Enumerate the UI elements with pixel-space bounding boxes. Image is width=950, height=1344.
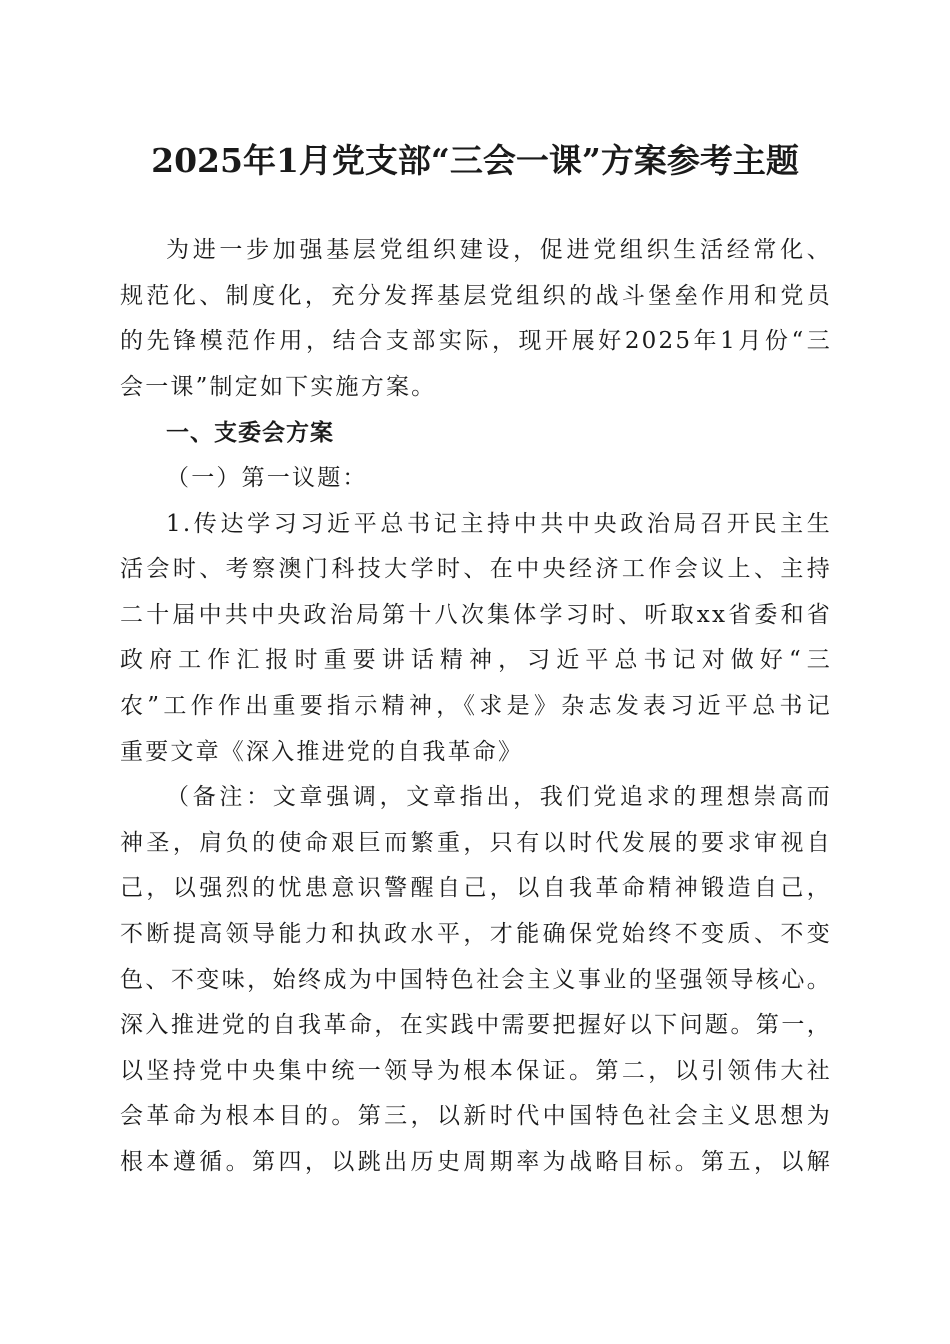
item-line: 二十届中共中央政治局第十八次集体学习时、听取xx省委和省 bbox=[120, 601, 832, 628]
subsection-heading: （一）第一议题： bbox=[166, 464, 368, 491]
item-line: 农”工作作出重要指示精神，《求是》杂志发表习近平总书记 bbox=[120, 692, 832, 719]
document-body bbox=[120, 228, 832, 1185]
intro-line: 会一课”制定如下实施方案。 bbox=[120, 373, 437, 400]
item-line: 活会时、考察澳门科技大学时、在中央经济工作会议上、主持 bbox=[120, 556, 832, 583]
note-line: （备注：文章强调，文章指出，我们党追求的理想崇高而 bbox=[166, 784, 832, 811]
item-line: 1.传达学习习近平总书记主持中共中央政治局召开民主生 bbox=[166, 510, 832, 537]
item-line: 政府工作汇报时重要讲话精神，习近平总书记对做好“三 bbox=[120, 647, 832, 674]
intro-line: 的先锋模范作用，结合支部实际，现开展好2025年1月份“三 bbox=[120, 328, 832, 355]
intro-paragraph bbox=[120, 228, 832, 410]
item-paragraph bbox=[120, 502, 832, 776]
note-line: 会革命为根本目的。第三，以新时代中国特色社会主义思想为 bbox=[120, 1103, 832, 1130]
note-line: 色、不变味，始终成为中国特色社会主义事业的坚强领导核心。 bbox=[120, 966, 832, 993]
document-title: 2025年1月党支部“三会一课”方案参考主题 bbox=[151, 141, 799, 180]
note-line: 神圣，肩负的使命艰巨而繁重，只有以时代发展的要求审视自 bbox=[120, 829, 832, 856]
intro-line: 为进一步加强基层党组织建设，促进党组织生活经常化、 bbox=[166, 237, 832, 263]
intro-line: 规范化、制度化，充分发挥基层党组织的战斗堡垒作用和党员 bbox=[120, 282, 832, 309]
note-line: 己，以强烈的忧患意识警醒自己，以自我革命精神锻造自己， bbox=[120, 875, 832, 902]
note-line: 以坚持党中央集中统一领导为根本保证。第二，以引领伟大社 bbox=[120, 1057, 832, 1084]
note-paragraph bbox=[120, 775, 832, 1185]
section-heading: 一、支委会方案 bbox=[166, 419, 334, 447]
item-line: 重要文章《深入推进党的自我革命》 bbox=[120, 738, 524, 765]
note-line: 不断提高领导能力和执政水平，才能确保党始终不变质、不变 bbox=[120, 920, 832, 947]
note-line: 深入推进党的自我革命，在实践中需要把握好以下问题。第一， bbox=[120, 1012, 832, 1039]
note-line: 根本遵循。第四，以跳出历史周期率为战略目标。第五，以解 bbox=[120, 1148, 832, 1175]
